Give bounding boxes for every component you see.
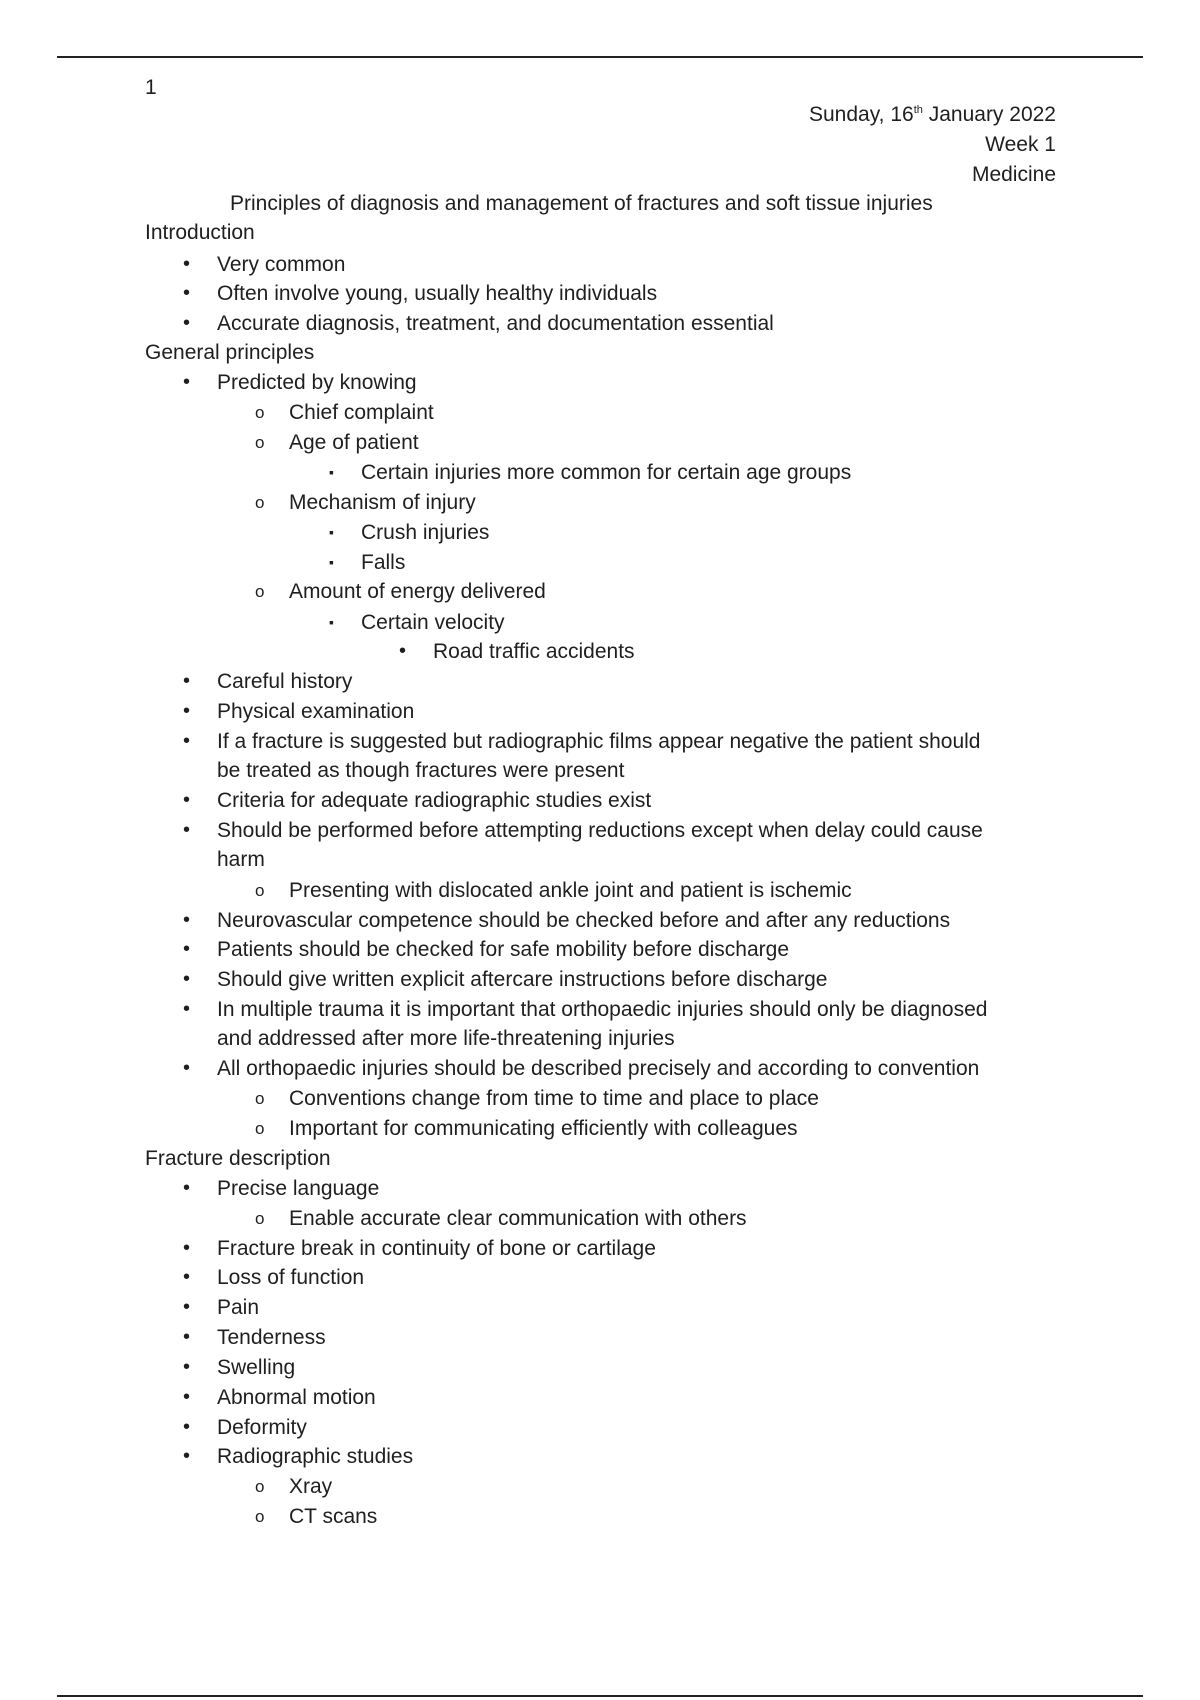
list-item: Very common bbox=[217, 253, 346, 276]
bullet-circle: o bbox=[255, 582, 265, 601]
bullet-disc: • bbox=[183, 1237, 191, 1259]
list-item: Radiographic studies bbox=[217, 1445, 414, 1468]
list-item: Careful history bbox=[217, 670, 353, 693]
list-item: Should give written explicit aftercare instructions before discharge bbox=[217, 968, 828, 991]
bullet-disc: • bbox=[183, 1296, 191, 1318]
list-item: Often involve young, usually healthy individuals bbox=[217, 282, 658, 305]
bullet-square: ▪ bbox=[329, 554, 334, 570]
list-item: Pain bbox=[217, 1296, 260, 1319]
header-subject: Medicine bbox=[971, 163, 1056, 186]
bullet-disc: • bbox=[183, 1445, 191, 1467]
bullet-disc: • bbox=[183, 312, 191, 334]
list-item-continuation: be treated as though fractures were present bbox=[217, 759, 625, 782]
bullet-disc: • bbox=[183, 789, 191, 811]
bullet-disc: • bbox=[183, 1057, 191, 1079]
bullet-disc: • bbox=[183, 1326, 191, 1348]
list-item: Certain velocity bbox=[361, 611, 505, 634]
bullet-disc: • bbox=[183, 1356, 191, 1378]
list-item: All orthopaedic injuries should be described precisely and according to convention bbox=[217, 1057, 980, 1080]
bullet-disc: • bbox=[183, 730, 191, 752]
bullet-disc: • bbox=[183, 1266, 191, 1288]
bullet-disc: • bbox=[183, 819, 191, 841]
bullet-circle: o bbox=[255, 1507, 265, 1526]
list-item: Presenting with dislocated ankle joint and patient is ischemic bbox=[289, 879, 852, 902]
list-item: Age of patient bbox=[289, 431, 419, 454]
list-item: Tenderness bbox=[217, 1326, 326, 1349]
bullet-square: ▪ bbox=[329, 464, 334, 480]
bullet-circle: o bbox=[255, 1089, 265, 1108]
bullet-disc: • bbox=[183, 938, 191, 960]
page-number: 1 bbox=[145, 76, 157, 99]
bullet-circle: o bbox=[255, 881, 265, 900]
list-item: Should be performed before attempting reductions except when delay could cause bbox=[217, 819, 983, 842]
bullet-circle: o bbox=[255, 1119, 265, 1138]
list-item: Neurovascular competence should be checked before and after any reductions bbox=[217, 909, 951, 932]
bullet-disc: • bbox=[183, 670, 191, 692]
list-item: Certain injuries more common for certain age groups bbox=[361, 461, 852, 484]
list-item: Precise language bbox=[217, 1177, 380, 1200]
bullet-disc: • bbox=[183, 968, 191, 990]
section-heading-fracture-description: Fracture description bbox=[145, 1147, 331, 1170]
list-item: Loss of function bbox=[217, 1266, 365, 1289]
list-item: Important for communicating efficiently with colleagues bbox=[289, 1117, 798, 1140]
list-item: Enable accurate clear communication with others bbox=[289, 1207, 747, 1230]
section-heading-general-principles: General principles bbox=[145, 341, 315, 364]
list-item-continuation: harm bbox=[217, 848, 265, 871]
list-item: Mechanism of injury bbox=[289, 491, 476, 514]
bullet-disc: • bbox=[399, 640, 407, 662]
header-date: Sunday, 16th January 2022 bbox=[809, 103, 1056, 126]
bullet-circle: o bbox=[255, 1209, 265, 1228]
list-item: Swelling bbox=[217, 1356, 296, 1379]
list-item: Physical examination bbox=[217, 700, 415, 723]
header-week: Week 1 bbox=[985, 133, 1056, 156]
bullet-square: ▪ bbox=[329, 614, 334, 630]
bullet-disc: • bbox=[183, 371, 191, 393]
bullet-disc: • bbox=[183, 253, 191, 275]
list-item: Chief complaint bbox=[289, 401, 434, 424]
list-item: Amount of energy delivered bbox=[289, 580, 546, 603]
bullet-circle: o bbox=[255, 1477, 265, 1496]
bullet-square: ▪ bbox=[329, 524, 334, 540]
bullet-circle: o bbox=[255, 433, 265, 452]
list-item: If a fracture is suggested but radiographic films appear negative the patient should bbox=[217, 730, 981, 753]
list-item: In multiple trauma it is important that orthopaedic injuries should only be diagnosed bbox=[217, 998, 988, 1021]
list-item: Road traffic accidents bbox=[433, 640, 635, 663]
list-item-continuation: and addressed after more life-threatening injuries bbox=[217, 1027, 675, 1050]
list-item: Crush injuries bbox=[361, 521, 490, 544]
list-item: Deformity bbox=[217, 1416, 307, 1439]
section-heading-introduction: Introduction bbox=[145, 221, 255, 244]
bullet-circle: o bbox=[255, 403, 265, 422]
list-item: Xray bbox=[289, 1475, 333, 1498]
list-item: CT scans bbox=[289, 1505, 378, 1528]
list-item: Patients should be checked for safe mobility before discharge bbox=[217, 938, 789, 961]
bullet-disc: • bbox=[183, 700, 191, 722]
document-title: Principles of diagnosis and management of fractures and soft tissue injuries bbox=[230, 192, 933, 215]
list-item: Conventions change from time to time and place to place bbox=[289, 1087, 819, 1110]
bullet-disc: • bbox=[183, 282, 191, 304]
list-item: Criteria for adequate radiographic studies exist bbox=[217, 789, 652, 812]
list-item: Predicted by knowing bbox=[217, 371, 417, 394]
list-item: Abnormal motion bbox=[217, 1386, 376, 1409]
bullet-circle: o bbox=[255, 493, 265, 512]
bullet-disc: • bbox=[183, 1177, 191, 1199]
bullet-disc: • bbox=[183, 909, 191, 931]
list-item: Falls bbox=[361, 551, 406, 574]
list-item: Accurate diagnosis, treatment, and documentation essential bbox=[217, 312, 774, 335]
bullet-disc: • bbox=[183, 1386, 191, 1408]
list-item: Fracture break in continuity of bone or cartilage bbox=[217, 1237, 656, 1260]
bullet-disc: • bbox=[183, 1416, 191, 1438]
bullet-disc: • bbox=[183, 998, 191, 1020]
